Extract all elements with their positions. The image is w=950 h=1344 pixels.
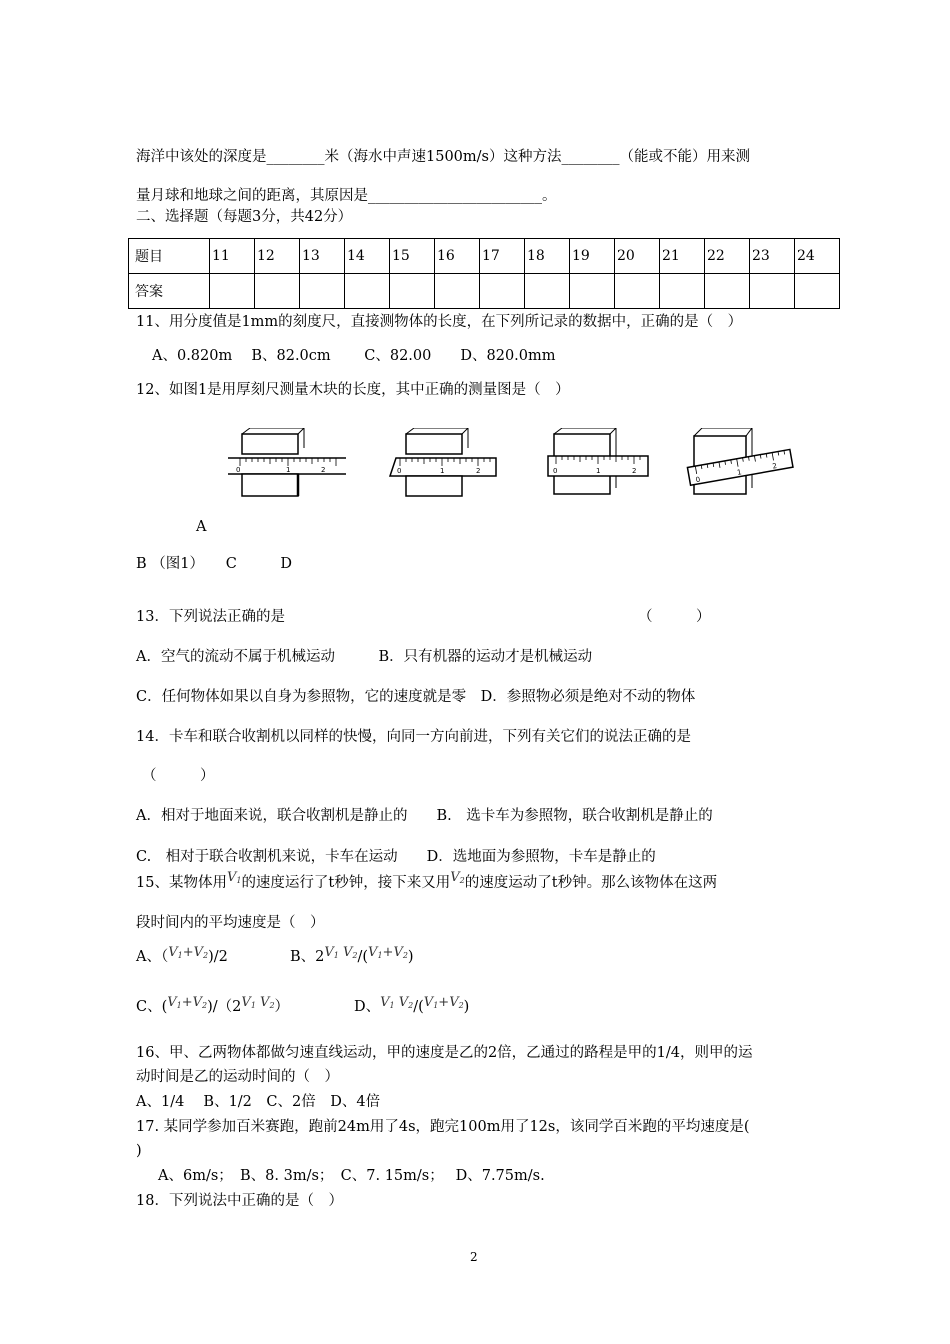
table-cell: 20 (615, 239, 660, 274)
svg-text:0: 0 (236, 466, 241, 474)
question-12: 12、如图1是用厚刻尺测量木块的长度，其中正确的测量图是（ ） (136, 382, 570, 398)
figure-labels: B （图1） C D (136, 556, 292, 572)
table-cell: 17 (480, 239, 525, 274)
question-14-paren: （ ） (142, 768, 215, 784)
svg-text:0: 0 (553, 467, 558, 475)
q15-text-b: 的速度运行了t秒钟，接下来又用 (241, 875, 451, 891)
answer-cell[interactable] (525, 274, 570, 309)
svg-text:2: 2 (321, 466, 326, 474)
table-cell: 23 (750, 239, 795, 274)
q15-text-a: 15、某物体用 (136, 875, 227, 891)
svg-text:0: 0 (397, 467, 402, 475)
table-cell: 13 (300, 239, 345, 274)
table-cell: 22 (705, 239, 750, 274)
svg-text:1: 1 (286, 466, 291, 474)
answer-cell[interactable] (435, 274, 480, 309)
answer-cell[interactable] (705, 274, 750, 309)
table-cell: 15 (390, 239, 435, 274)
question-15-option-c: C、$(V_1+V_2)/(2V_1$ $V_2$） (136, 995, 290, 1015)
question-16-line2: 动时间是乙的运动时间的（ ） (136, 1069, 339, 1085)
question-15-line2: 段时间内的平均速度是（ ） (136, 915, 325, 931)
table-cell: 11 (210, 239, 255, 274)
question-15-option-d: D、$V_1$ $V_2/(V_1+V_2)$ (354, 995, 470, 1015)
question-14: 14．卡车和联合收割机以同样的快慢，向同一方向前进，下列有关它们的说法正确的是 (136, 729, 691, 745)
question-17-line2: ) (136, 1143, 142, 1159)
question-11-options: A、0.820m B、82.0cm C、82.00 D、820.0mm (152, 348, 556, 364)
ruler-figure-a (226, 428, 350, 500)
svg-text:2: 2 (476, 467, 481, 475)
table-cell: 24 (795, 239, 840, 274)
answer-cell[interactable] (300, 274, 345, 309)
answer-table (128, 238, 840, 309)
question-15-option-b: B、$2V_1$ $V_2/(V_1+V_2)$ (290, 945, 414, 965)
svg-text:1: 1 (440, 467, 445, 475)
question-14-options-ab: A．相对于地面来说，联合收割机是静止的 B. 选卡车为参照物，联合收割机是静止的 (136, 808, 713, 824)
answer-cell[interactable] (660, 274, 705, 309)
answer-cell[interactable] (210, 274, 255, 309)
question-18: 18．下列说法中正确的是（ ） (136, 1193, 343, 1209)
question-15-option-a: A、$(V_1+V_2)/2$ (136, 945, 228, 965)
answer-cell[interactable] (795, 274, 840, 309)
question-16-options: A、1/4 B、1/2 C、2倍 D、4倍 (136, 1094, 381, 1110)
question-13: 13．下列说法正确的是 (136, 609, 285, 625)
question-13-options-cd: C．任何物体如果以自身为参照物，它的速度就是零 D．参照物必须是绝对不动的物体 (136, 689, 696, 705)
svg-text:2: 2 (632, 467, 637, 475)
question-16: 16、甲、乙两物体都做匀速直线运动，甲的速度是乙的2倍，乙通过的路程是甲的1/4，则甲的运 (136, 1045, 753, 1061)
table-header-label: 题目 (129, 239, 210, 274)
question-15 (136, 870, 718, 896)
answer-cell[interactable] (345, 274, 390, 309)
table-row (129, 239, 840, 274)
section-heading: 二、选择题（每题3分，共42分） (136, 209, 353, 225)
table-cell: 19 (570, 239, 615, 274)
table-answer-label: 答案 (129, 274, 210, 309)
answer-cell[interactable] (255, 274, 300, 309)
figure-label-a: A (196, 519, 207, 535)
svg-text:1: 1 (596, 467, 601, 475)
table-cell: 12 (255, 239, 300, 274)
table-row (129, 274, 840, 309)
v2-symbol: $V_2$ (450, 870, 465, 885)
table-cell: 21 (660, 239, 705, 274)
q15-text-c: 的速度运动了t秒钟。那么该物体在这两 (464, 875, 718, 891)
table-cell: 14 (345, 239, 390, 274)
table-cell: 18 (525, 239, 570, 274)
question-14-options-cd: C. 相对于联合收割机来说，卡车在运动 D．选地面为参照物，卡车是静止的 (136, 849, 656, 865)
answer-cell[interactable] (570, 274, 615, 309)
v1-symbol: $V_1$ (226, 870, 242, 885)
ruler-figure-d (684, 428, 800, 500)
question-13-paren: （ ） (638, 609, 711, 625)
svg-text:1: 1 (736, 468, 743, 477)
answer-cell[interactable] (750, 274, 795, 309)
svg-text:2: 2 (771, 461, 778, 471)
question-13-options-ab: A．空气的流动不属于机械运动 B．只有机器的运动才是机械运动 (136, 649, 593, 665)
page-number: 2 (470, 1250, 478, 1264)
table-cell: 16 (435, 239, 480, 274)
answer-cell[interactable] (615, 274, 660, 309)
text-line: 海洋中该处的深度是________米（海水中声速1500m/s）这种方法________（能或不能）用来测 (136, 149, 750, 165)
answer-cell[interactable] (390, 274, 435, 309)
answer-cell[interactable] (480, 274, 525, 309)
question-17-options: A、6m/s； B、8. 3m/s； C、7. 15m/s； D、7.75m/s. (158, 1168, 545, 1184)
svg-text:0: 0 (695, 475, 701, 485)
text-line: 量月球和地球之间的距离，其原因是________________________。 (136, 188, 557, 204)
ruler-figure-b (388, 428, 498, 500)
question-17: 17. 某同学参加百米赛跑，跑前24m用了4s，跑完100m用了12s，该同学百米跑的平均速度是( (136, 1119, 750, 1135)
ruler-figure-c (546, 428, 650, 500)
question-11: 11、用分度值是1mm的刻度尺，直接测物体的长度，在下列所记录的数据中，正确的是（ ） (136, 314, 743, 330)
